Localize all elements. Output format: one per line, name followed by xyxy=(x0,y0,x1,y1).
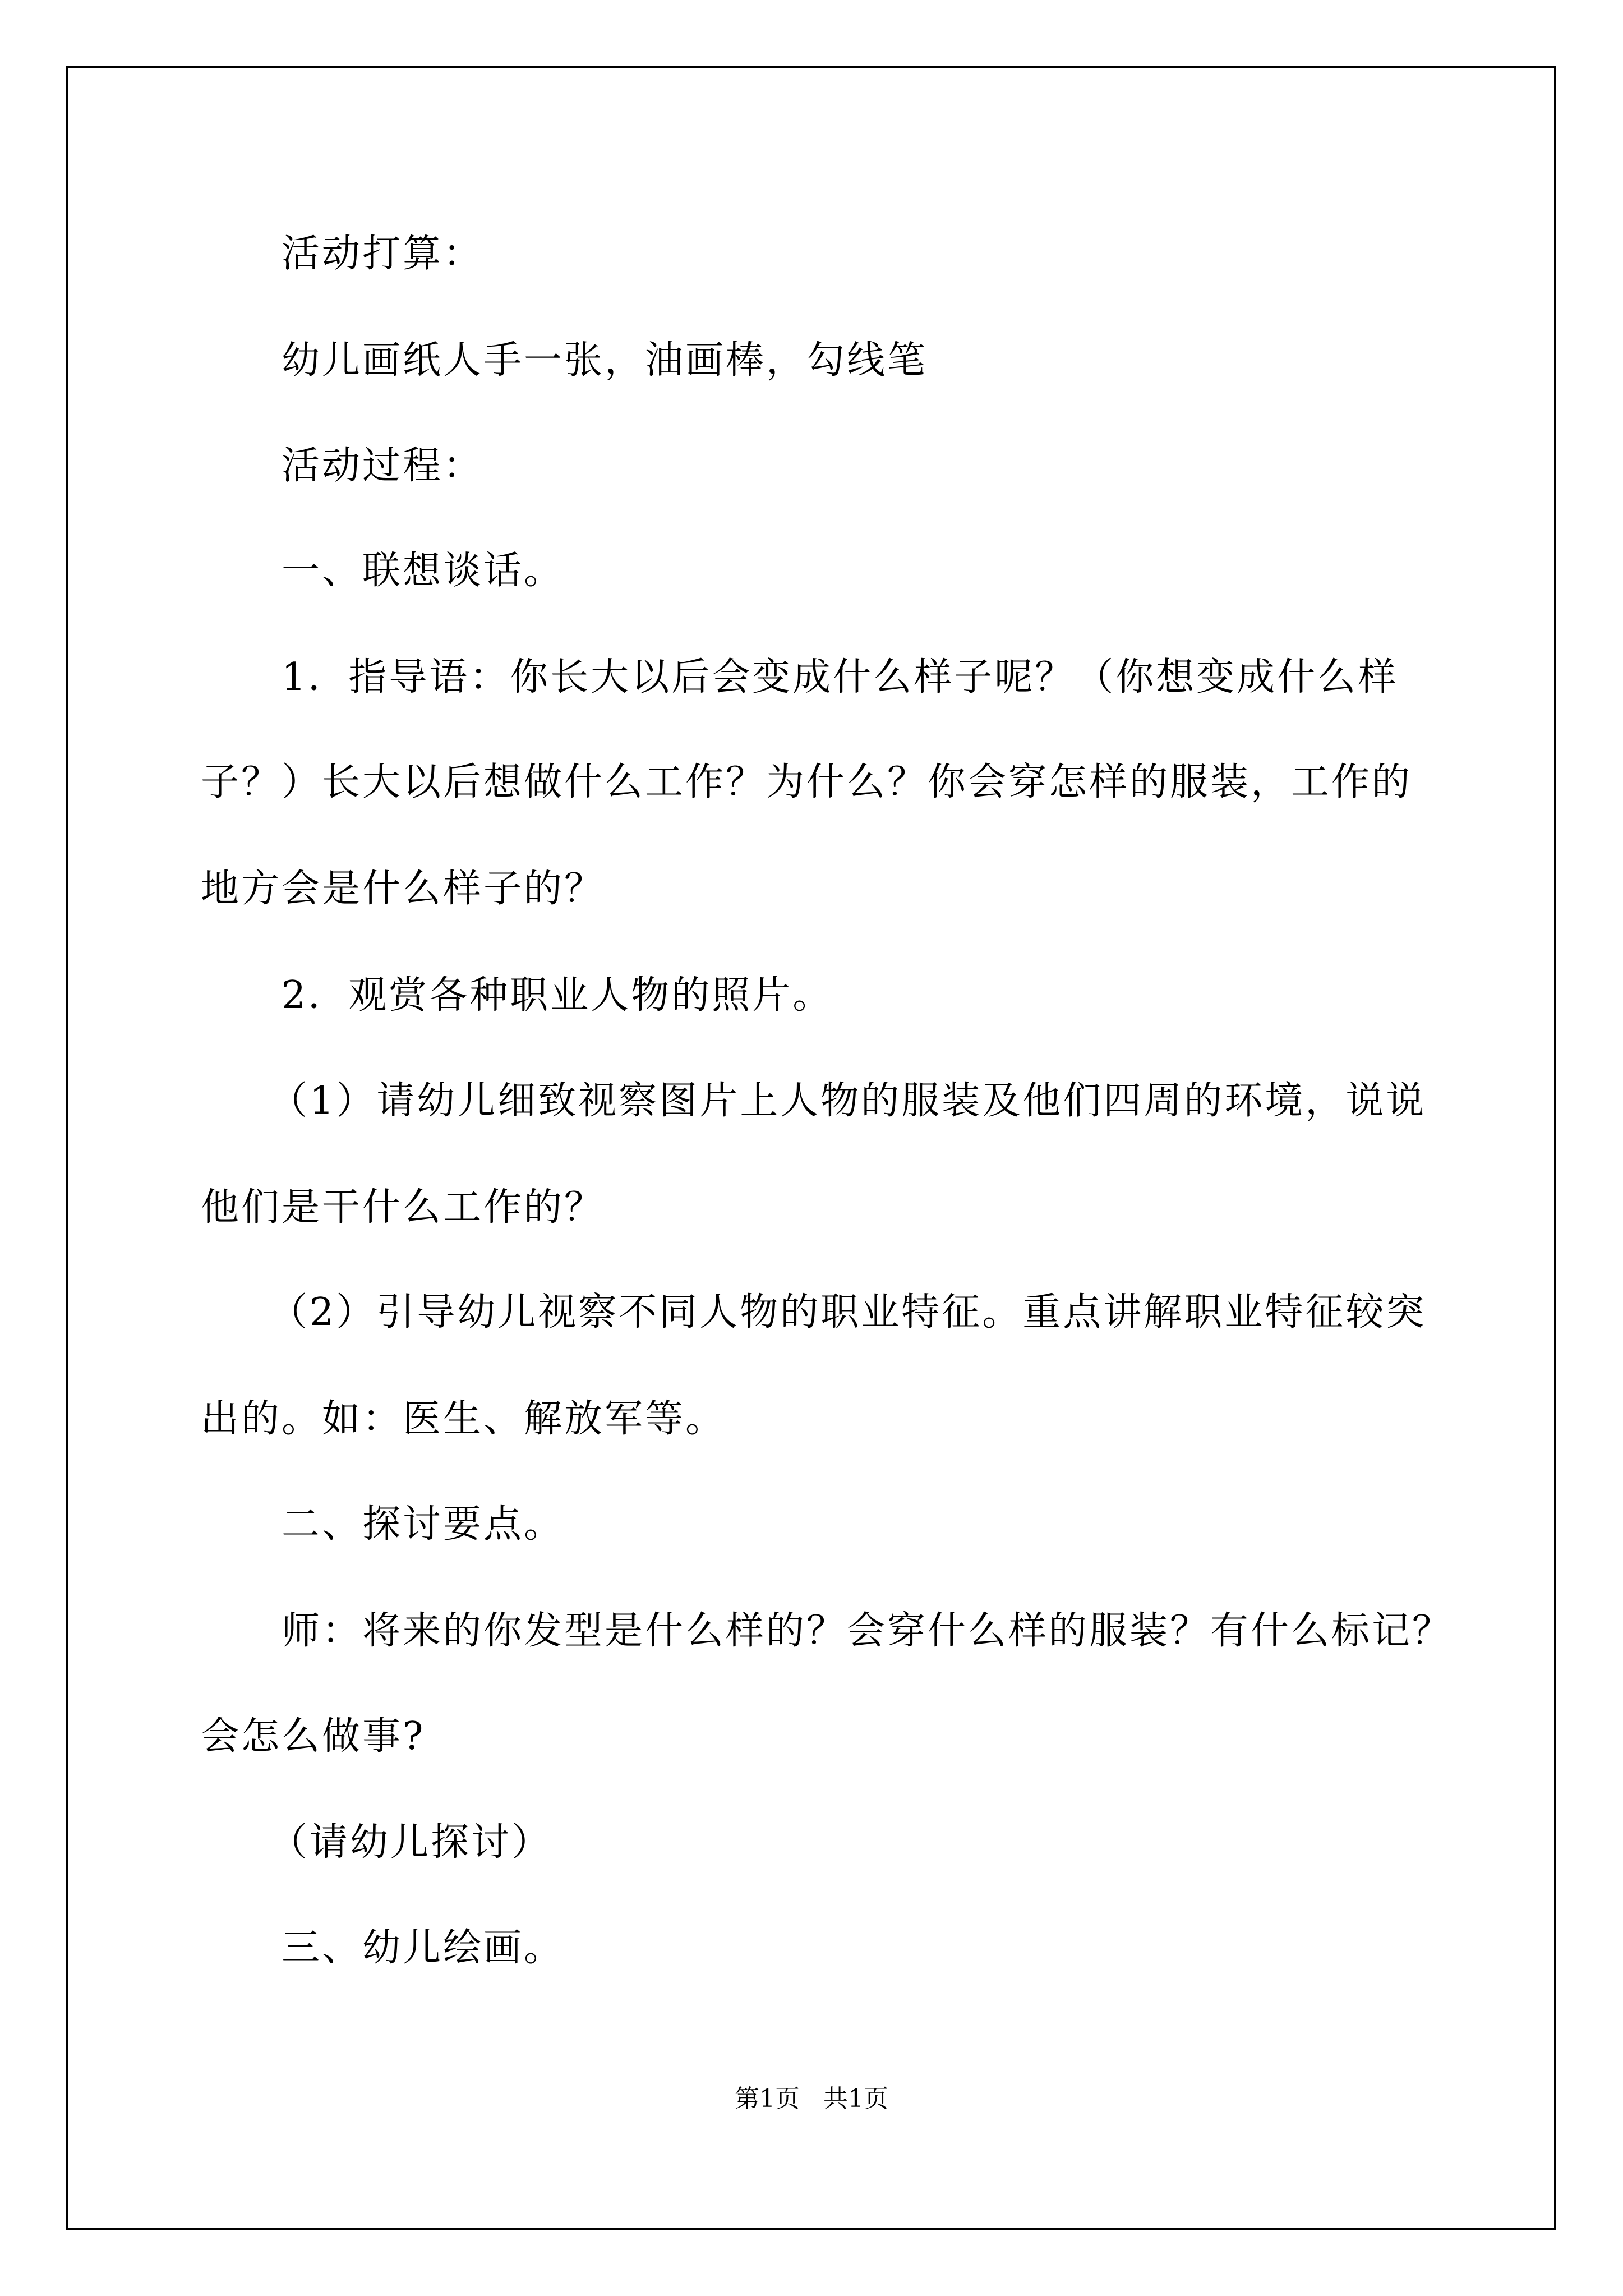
text-line: 出的。如：医生、解放军等。 xyxy=(201,1397,726,1441)
text-line: 二、探讨要点。 xyxy=(282,1502,565,1547)
page-number: 第1页 xyxy=(735,2085,800,2113)
text-line: 活动过程： xyxy=(282,444,484,488)
text-line: （2）引导幼儿视察不同人物的职业特征。重点讲解职业特征较突 xyxy=(269,1290,1427,1335)
text-line: 活动打算： xyxy=(282,232,484,276)
text-line: 他们是干什么工作的？ xyxy=(201,1185,605,1230)
text-line: 2．观赏各种职业人物的照片。 xyxy=(282,973,833,1018)
text-line: 子？）长大以后想做什么工作？为什么？你会穿怎样的服装，工作的 xyxy=(201,760,1413,804)
text-line: 地方会是什么样子的？ xyxy=(201,867,605,911)
text-line: 幼儿画纸人手一张，油画棒，勾线笔 xyxy=(282,338,928,383)
text-line: 一、联想谈话。 xyxy=(282,549,565,593)
text-line: 1．指导语：你长大以后会变成什么样子呢？（你想变成什么样 xyxy=(282,655,1399,700)
text-line: 师：将来的你发型是什么样的？会穿什么样的服装？有什么标记？ xyxy=(282,1609,1453,1653)
text-line: 三、幼儿绘画。 xyxy=(282,1926,565,1970)
page-total: 共1页 xyxy=(823,2085,888,2113)
text-line: 会怎么做事? xyxy=(201,1714,426,1759)
text-line: （请幼儿探讨） xyxy=(269,1820,552,1865)
text-line: （1）请幼儿细致视察图片上人物的服装及他们四周的环境，说说 xyxy=(269,1079,1427,1123)
page-border xyxy=(66,66,1556,2230)
page-footer xyxy=(0,2082,1623,2116)
